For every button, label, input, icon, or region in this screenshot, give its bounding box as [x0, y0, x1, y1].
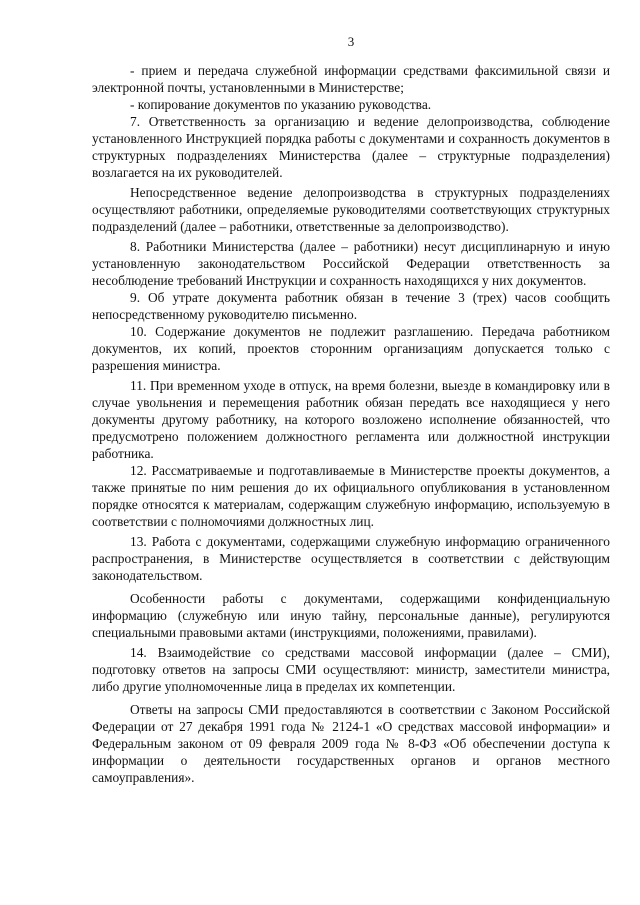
paragraph-10: 10. Содержание документов не подлежит разглашению. Передача работником документов, их копий, проектов сторонним организациям допускается только с разрешения министра.: [92, 324, 610, 373]
paragraph-7: 7. Ответственность за организацию и ведение делопроизводства, соблюдение установленного Инструкцией порядка работы с документами и сохранность документов в структурных подразделениях Министерства (далее – структурные подразделения) возлагается на их руководителей.: [92, 114, 610, 180]
paragraph-13-confidential: Особенности работы с документами, содержащими конфиденциальную информацию (служебную или иную тайну, персональные данные), регулируются специальными правовыми актами (инструкциями, положениями, правилами).: [92, 591, 610, 640]
paragraph-12: 12. Рассматриваемые и подготавливаемые в Министерстве проекты документов, а также принятые по ним решения до их официального опубликования в установленном порядке относятся к материалам, содержащим служебную информацию, используемую в соответствии с полномочиями должностных лиц.: [92, 463, 610, 529]
paragraph-14: 14. Взаимодействие со средствами массовой информации (далее – СМИ), подготовку ответов на запросы СМИ осуществляют: министр, заместители министра, либо другие уполномоченные лица в пределах их компетенции.: [92, 645, 610, 694]
paragraph-8: 8. Работники Министерства (далее – работники) несут дисциплинарную и иную установленную законодательством Российской Федерации ответственность за несоблюдение требований Инструкции и сохранность находящихся у них документов.: [92, 239, 610, 288]
paragraph-fax-email: - прием и передача служебной информации средствами факсимильной связи и электронной почты, установленными в Министерстве;: [92, 63, 610, 95]
paragraph-7-direct-management: Непосредственное ведение делопроизводства в структурных подразделениях осуществляют работники, определяемые руководителями соответствующих структурных подразделений (далее – работники, ответственные за делопроизводство).: [92, 185, 610, 234]
paragraph-9: 9. Об утрате документа работник обязан в течение 3 (трех) часов сообщить непосредственному руководителю письменно.: [92, 290, 610, 322]
paragraph-14-media-answers: Ответы на запросы СМИ предоставляются в соответствии с Законом Российской Федерации от 27 декабря 1991 года № 2124-1 «О средствах массовой информации» и Федеральным законом от 09 февраля 2009 года № 8-ФЗ «Об обеспечении доступа к информации о деятельности государственных органов и органов местного самоуправления».: [92, 702, 610, 785]
paragraph-13: 13. Работа с документами, содержащими служебную информацию ограниченного распространения, в Министерстве осуществляется в соответствии с действующим законодательством.: [92, 534, 610, 583]
paragraph-11: 11. При временном уходе в отпуск, на время болезни, выезде в командировку или в случае увольнения и перемещения работник обязан передать все находящиеся у него документы другому работнику, на которого возложено исполнение обязанностей, что предусмотрено положением должностного регламента или должностной инструкции работника.: [92, 378, 610, 461]
page-number: 3: [347, 34, 355, 49]
document-page: [92, 34, 610, 786]
paragraph-copying: - копирование документов по указанию руководства.: [130, 97, 432, 112]
